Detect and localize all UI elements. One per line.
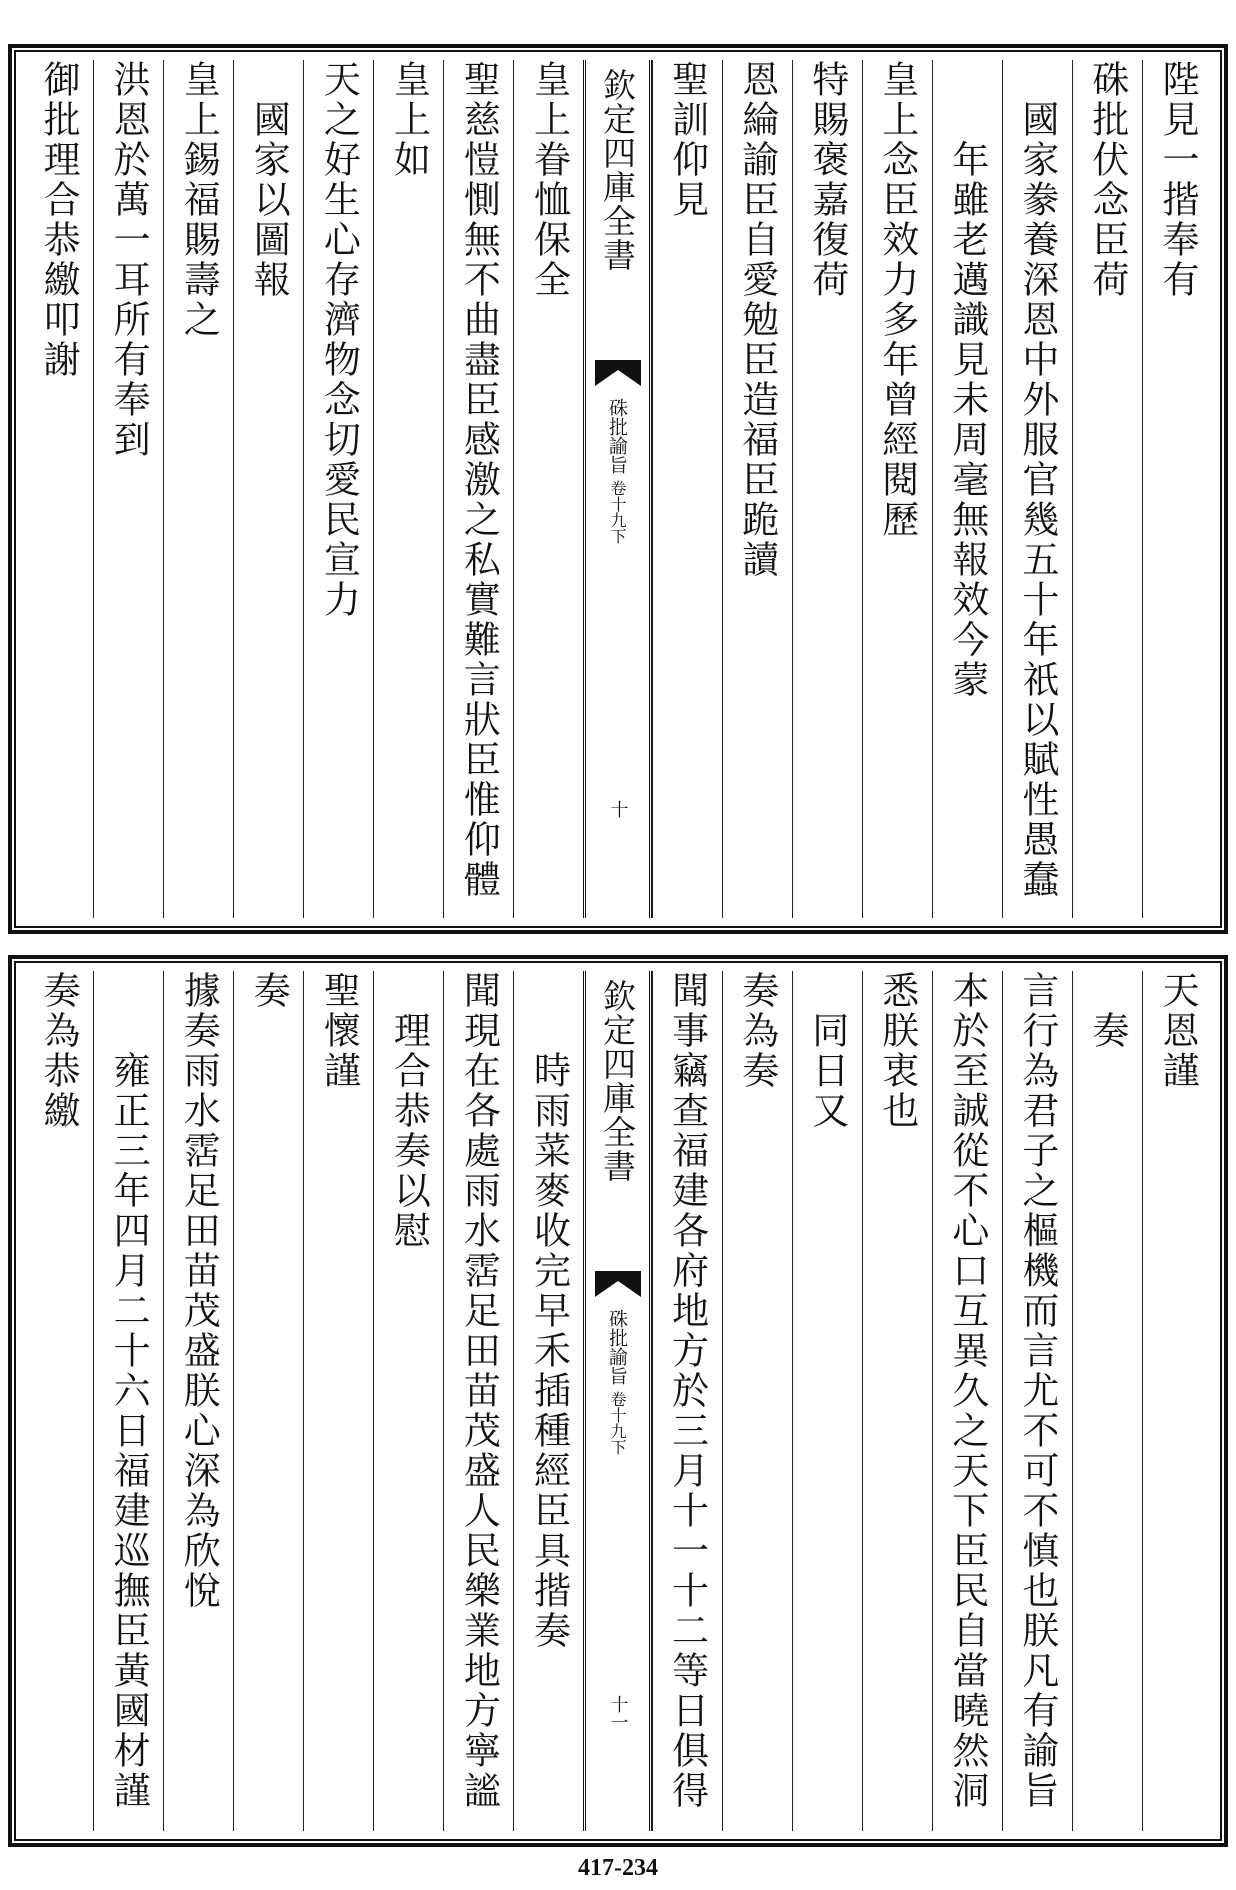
column-text: 聞現在各處雨水霑足田苗茂盛人民樂業地方寧謐 [457, 971, 501, 1811]
volume-label: 卷十九下 [608, 1391, 628, 1455]
column-text: 國家豢養深恩中外服官幾五十年祇以賦性愚蠢 [1015, 100, 1059, 900]
column-text: 御批理合恭繳叩謝 [37, 60, 81, 380]
volume-label: 卷十九下 [608, 480, 628, 544]
leaf-number: 十一 [607, 1695, 629, 1731]
text-column [652, 60, 722, 918]
text-column [652, 971, 722, 1831]
text-column [1072, 60, 1142, 918]
column-text: 天之好生心存濟物念切愛民宣力 [317, 60, 361, 620]
text-column [443, 60, 513, 918]
text-column [163, 60, 233, 918]
column-text: 年雖老邁識見未周毫無報效今蒙 [945, 140, 989, 700]
column-text: 聖懷謹 [317, 971, 361, 1091]
column-text: 本於至誠從不心口互異久之天下臣民自當曉然洞 [945, 971, 989, 1811]
page-footer-number: 417-234 [578, 1855, 658, 1881]
column-text: 理合恭奏以慰 [387, 1011, 431, 1251]
column-text: 硃批伏念臣荷 [1085, 60, 1129, 300]
text-column [373, 60, 443, 918]
text-column [1142, 60, 1212, 918]
top-columns [24, 60, 1212, 918]
column-text: 聞事竊查福建各府地方於三月十一十二等日俱得 [665, 971, 709, 1811]
top-page-panel [8, 44, 1228, 934]
text-column [303, 971, 373, 1831]
text-column [932, 60, 1002, 918]
column-text: 恩綸諭臣自愛勉臣造福臣跪讀 [735, 60, 779, 580]
text-column [513, 971, 583, 1831]
column-text: 皇上錫福賜壽之 [177, 60, 221, 340]
text-column [373, 971, 443, 1831]
text-column [862, 971, 932, 1831]
text-column [792, 60, 862, 918]
text-column [233, 60, 303, 918]
column-text: 皇上如 [387, 60, 431, 180]
text-column [163, 971, 233, 1831]
column-text: 雍正三年四月二十六日福建巡撫臣黃國材謹 [107, 1051, 151, 1811]
column-text: 皇上眷恤保全 [527, 60, 571, 300]
text-column [792, 971, 862, 1831]
leaf-number: 十 [607, 800, 629, 818]
section-title: 硃批諭旨 [606, 398, 629, 474]
column-text: 洪恩於萬一耳所有奉到 [107, 60, 151, 460]
column-text: 皇上念臣效力多年曾經閱歷 [875, 60, 919, 540]
column-text: 聖訓仰見 [665, 60, 709, 220]
book-title: 欽定四庫全書 [598, 68, 638, 272]
fishtail-mark-icon [595, 1271, 641, 1297]
column-text: 奏為恭繳 [37, 971, 81, 1131]
column-text: 悉朕衷也 [875, 971, 919, 1131]
text-column [93, 971, 163, 1831]
column-text: 聖慈愷惻無不曲盡臣感激之私實難言狀臣惟仰體 [457, 60, 501, 900]
book-title: 欽定四庫全書 [598, 979, 638, 1183]
bottom-page-panel [8, 955, 1228, 1847]
text-column [862, 60, 932, 918]
column-text: 國家以圖報 [247, 100, 291, 300]
text-column [1002, 60, 1072, 918]
column-text: 陛見一揩奉有 [1155, 60, 1199, 300]
text-column [443, 971, 513, 1831]
text-column [303, 60, 373, 918]
text-column [722, 971, 792, 1831]
text-column [93, 60, 163, 918]
center-fold-column [583, 60, 651, 918]
text-column [722, 60, 792, 918]
text-column [513, 60, 583, 918]
text-column [1002, 971, 1072, 1831]
text-column [932, 971, 1002, 1831]
text-column [1072, 971, 1142, 1831]
fishtail-mark-icon [595, 360, 641, 386]
column-text: 時雨菜麥收完早禾插種經臣具揩奏 [527, 1051, 571, 1651]
text-column [233, 971, 303, 1831]
column-text: 同日又 [805, 1011, 849, 1131]
column-text: 言行為君子之樞機而言尤不可不慎也朕凡有諭旨 [1015, 971, 1059, 1811]
text-column [1142, 971, 1212, 1831]
column-text: 天恩謹 [1155, 971, 1199, 1091]
column-text: 特賜褒嘉復荷 [805, 60, 849, 300]
text-column [24, 60, 93, 918]
column-text: 奏 [247, 971, 291, 1011]
column-text: 奏為奏 [735, 971, 779, 1091]
column-text: 奏 [1085, 1011, 1129, 1051]
section-title: 硃批諭旨 [606, 1309, 629, 1385]
center-fold-column [583, 971, 651, 1831]
bottom-columns [24, 971, 1212, 1831]
text-column [24, 971, 93, 1831]
column-text: 據奏雨水霑足田苗茂盛朕心深為欣悅 [177, 971, 221, 1611]
